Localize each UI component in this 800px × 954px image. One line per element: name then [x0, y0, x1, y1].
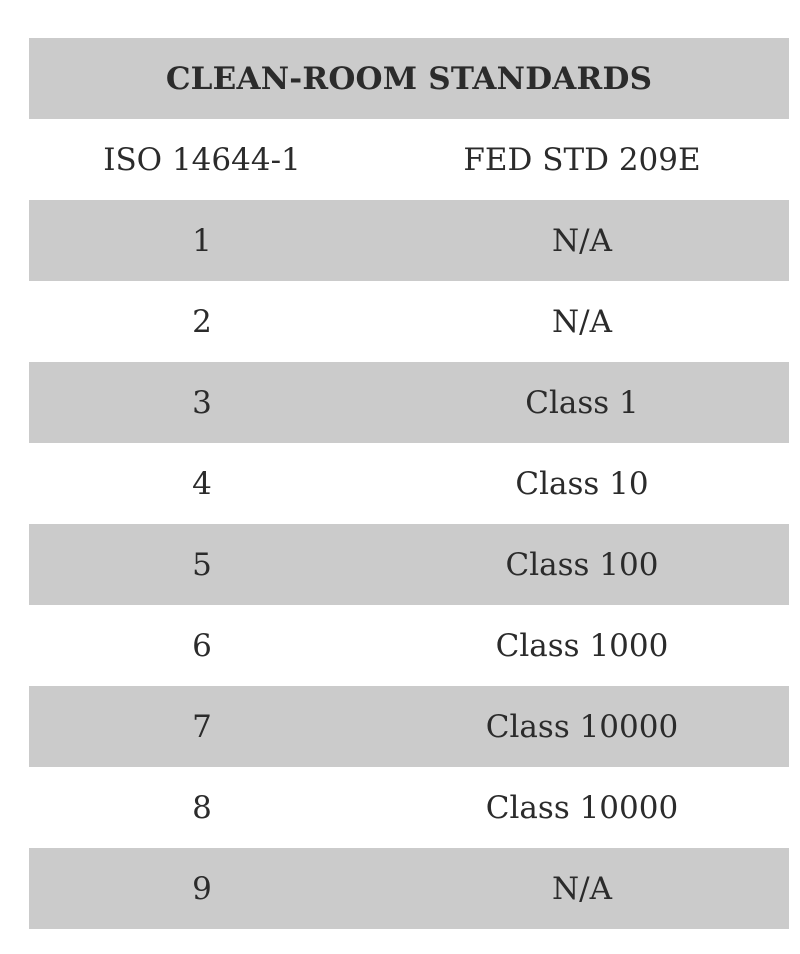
- iso-class-cell: 9: [192, 870, 212, 907]
- iso-class-cell: 1: [192, 222, 212, 259]
- fed-class-cell: N/A: [552, 222, 612, 259]
- table-row: [29, 443, 789, 524]
- table-row: [29, 200, 789, 281]
- table-header-row: [29, 119, 789, 200]
- table-row: [29, 848, 789, 929]
- fed-class-cell: N/A: [552, 870, 612, 907]
- fed-class-cell: N/A: [552, 303, 612, 340]
- iso-class-cell: 2: [192, 303, 212, 340]
- clean-room-standards-table: [29, 38, 789, 929]
- table-title: CLEAN-ROOM STANDARDS: [29, 38, 789, 119]
- header-iso: ISO 14644-1: [103, 141, 301, 178]
- fed-class-cell: Class 1000: [495, 627, 669, 664]
- fed-class-cell: Class 10000: [485, 708, 679, 745]
- header-fed-std: FED STD 209E: [463, 141, 701, 178]
- iso-class-cell: 5: [192, 546, 212, 583]
- table-row: [29, 686, 789, 767]
- fed-class-cell: Class 10000: [485, 789, 679, 826]
- table-row: [29, 524, 789, 605]
- iso-class-cell: 4: [192, 465, 212, 502]
- table-row: [29, 605, 789, 686]
- iso-class-cell: 8: [192, 789, 212, 826]
- iso-class-cell: 3: [192, 384, 212, 421]
- iso-class-cell: 7: [192, 708, 212, 745]
- table-row: [29, 362, 789, 443]
- fed-class-cell: Class 100: [505, 546, 659, 583]
- fed-class-cell: Class 1: [525, 384, 639, 421]
- table-row: [29, 281, 789, 362]
- table-row: [29, 767, 789, 848]
- fed-class-cell: Class 10: [515, 465, 649, 502]
- iso-class-cell: 6: [192, 627, 212, 664]
